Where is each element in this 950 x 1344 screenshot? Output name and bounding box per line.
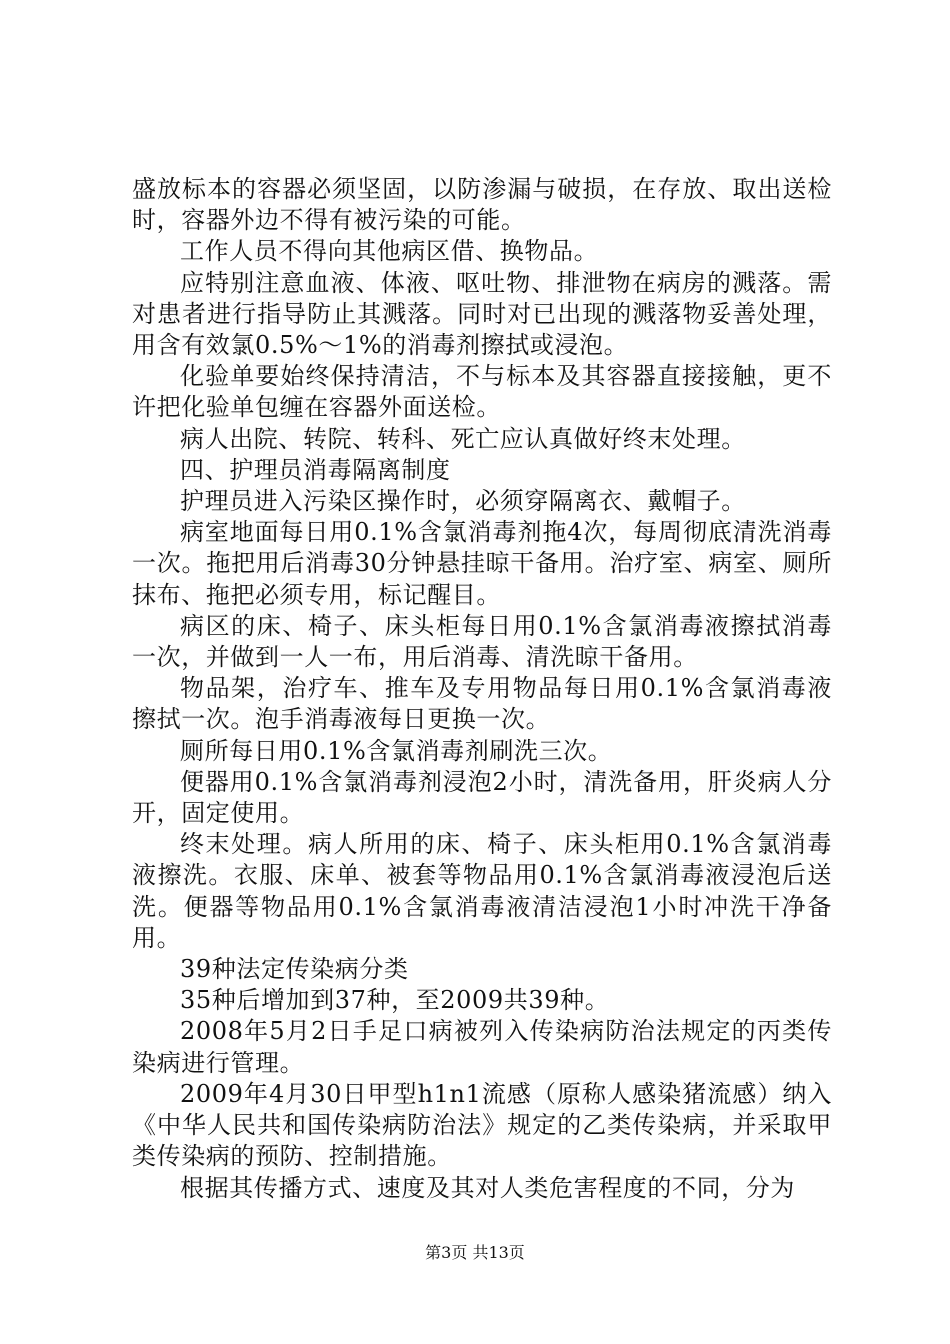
- section-heading: 39种法定传染病分类: [180, 955, 409, 984]
- paragraph: 2009年4月30日甲型h1n1流感（原称人感染猪流感）纳入《中华人民共和国传染病防治法》规定的乙类传染病，并采取甲类传染病的预防、控制措施。: [132, 1079, 832, 1171]
- paragraph: 厕所每日用0.1%含氯消毒剂刷洗三次。: [180, 736, 613, 765]
- paragraph: 盛放标本的容器必须坚固，以防渗漏与破损，在存放、取出送检时，容器外边不得有被污染的可能。: [132, 175, 832, 235]
- paragraph: 护理员进入污染区操作时，必须穿隔离衣、戴帽子。: [180, 487, 746, 516]
- document-body: [132, 174, 832, 1204]
- paragraph: 终末处理。病人所用的床、椅子、床头柜用0.1%含氯消毒液擦洗。衣服、床单、被套等物品用0.1%含氯消毒液浸泡后送洗。便器等物品用0.1%含氯消毒液清洁浸泡1小时冲洗干净备用。: [132, 830, 832, 952]
- page-number-footer: 第3页 共13页: [425, 1243, 525, 1262]
- paragraph: 35种后增加到37种，至2009共39种。: [180, 986, 610, 1015]
- paragraph: 便器用0.1%含氯消毒剂浸泡2小时，清洗备用，肝炎病人分开，固定使用。: [132, 767, 832, 828]
- paragraph: 病区的床、椅子、床头柜每日用0.1%含氯消毒液擦拭消毒一次，并做到一人一布，用后消毒、清洗晾干备用。: [132, 611, 832, 672]
- paragraph: 工作人员不得向其他病区借、换物品。: [180, 237, 599, 266]
- paragraph: 病室地面每日用0.1%含氯消毒剂拖4次，每周彻底清洗消毒一次。拖把用后消毒30分钟悬挂晾干备用。治疗室、病室、厕所抹布、拖把必须专用，标记醒目。: [132, 518, 832, 609]
- paragraph: 化验单要始终保持清洁，不与标本及其容器直接接触，更不许把化验单包缠在容器外面送检。: [132, 362, 832, 422]
- paragraph: 物品架，治疗车、推车及专用物品每日用0.1%含氯消毒液擦拭一次。泡手消毒液每日更换一次。: [132, 674, 832, 734]
- paragraph: 应特别注意血液、体液、呕吐物、排泄物在病房的溅落。需对患者进行指导防止其溅落。同时对已出现的溅落物妥善处理，用含有效氯0.5%～1%的消毒剂擦拭或浸泡。: [132, 268, 832, 360]
- paragraph: 2008年5月2日手足口病被列入传染病防治法规定的丙类传染病进行管理。: [132, 1017, 832, 1077]
- paragraph: 病人出院、转院、转科、死亡应认真做好终末处理。: [180, 424, 746, 453]
- paragraph: 根据其传播方式、速度及其对人类危害程度的不同，分为: [180, 1173, 795, 1202]
- section-heading: 四、护理员消毒隔离制度: [180, 455, 451, 484]
